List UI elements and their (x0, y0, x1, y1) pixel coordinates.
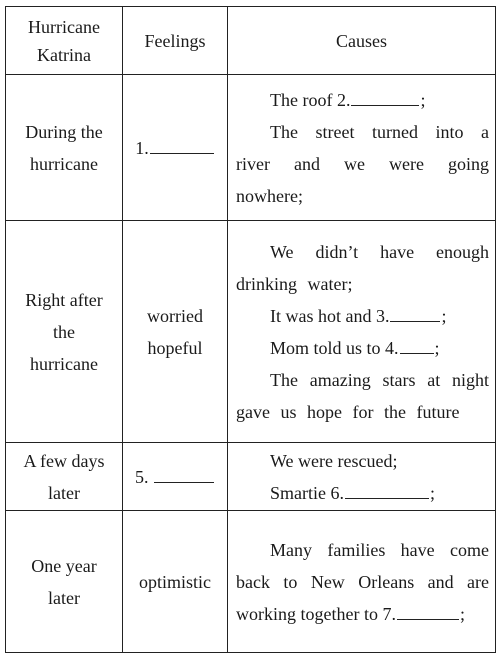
blank-number: 5. (135, 466, 153, 487)
answer-blank-2[interactable] (351, 87, 419, 106)
time-cell (6, 221, 123, 443)
causes-cell (228, 443, 496, 511)
cause-text: Smartie 6. (270, 482, 344, 503)
answer-blank-1[interactable] (150, 135, 214, 154)
header-row (6, 7, 496, 75)
feeling-cell: optimistic (123, 511, 228, 653)
table-row (6, 443, 496, 511)
cause-punct: ; (420, 89, 426, 110)
cause-line: The street turned into a river and we were going nowhere; (236, 121, 489, 206)
cause-line (236, 332, 489, 364)
cause-punct: ; (459, 603, 465, 624)
time-label: During the hurricane (25, 121, 103, 174)
cause-line: We didn’t have enough drinking water; (236, 241, 489, 294)
cause-text: Many families have come back to New Orleans and are working together to 7. (236, 539, 489, 624)
feeling-cell (123, 443, 228, 511)
header-event-text: Hurricane Katrina (28, 16, 100, 65)
header-causes: Causes (228, 7, 496, 75)
cause-line (236, 84, 489, 116)
worksheet-table (5, 6, 496, 653)
cause-text: Mom told us to 4. (270, 337, 399, 358)
cause-punct: ; (434, 337, 440, 358)
table-row (6, 221, 496, 443)
time-label: Right after the hurricane (25, 289, 103, 374)
cause-text: The roof 2. (270, 89, 351, 110)
answer-blank-3[interactable] (390, 303, 440, 322)
table-row (6, 511, 496, 653)
feeling-word: hopeful (147, 337, 203, 358)
feeling-cell (123, 75, 228, 221)
causes-cell (228, 511, 496, 653)
blank-number: 1. (135, 137, 149, 158)
table-row (6, 75, 496, 221)
feeling-word: worried (147, 305, 203, 326)
cause-punct: ; (441, 305, 447, 326)
causes-cell (228, 75, 496, 221)
answer-blank-5[interactable] (154, 464, 214, 483)
time-cell (6, 443, 123, 511)
answer-blank-7[interactable] (397, 601, 459, 620)
time-label: One year later (31, 555, 97, 608)
answer-blank-6[interactable] (345, 480, 429, 499)
feeling-cell (123, 221, 228, 443)
header-event (6, 7, 123, 75)
cause-line (236, 477, 489, 509)
cause-line: The amazing stars at night gave us hope for the future (236, 369, 489, 422)
cause-punct: ; (430, 482, 436, 503)
cause-line: We were rescued; (270, 450, 398, 471)
cause-text: It was hot and 3. (270, 305, 390, 326)
time-cell (6, 511, 123, 653)
time-label: A few days later (23, 450, 105, 503)
header-feelings: Feelings (123, 7, 228, 75)
time-cell (6, 75, 123, 221)
answer-blank-4[interactable] (400, 335, 434, 354)
cause-line (236, 300, 489, 332)
cause-line (236, 534, 489, 630)
causes-cell (228, 221, 496, 443)
